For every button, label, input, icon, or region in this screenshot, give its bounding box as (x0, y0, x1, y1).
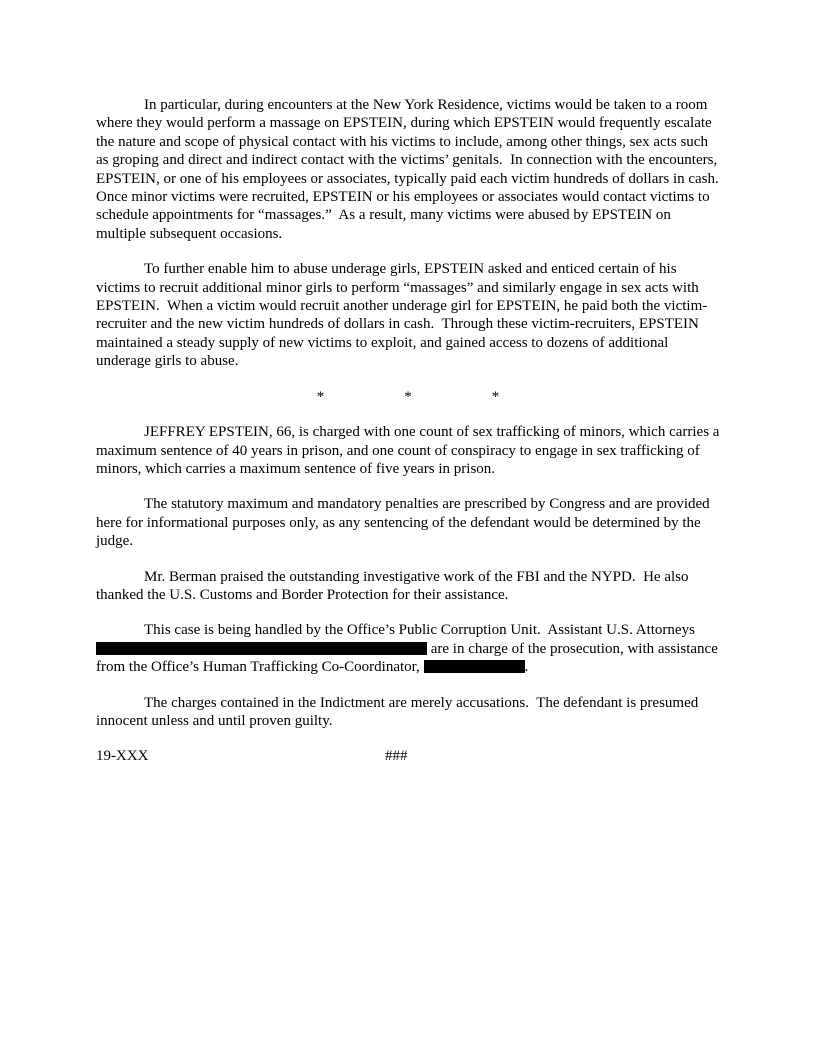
paragraph-new-york-residence: In particular, during encounters at the New York Residence, victims would be taken to a room where they would perform a massage on EPSTEIN, during which EPSTEIN would frequently escalate the nature and scope of physical contact with his victims to include, among other things, sex acts such as groping and direct and indirect contact with the victims’ genitals. In connection with the encounters, EPSTEIN, or one of his employees or associates, typically paid each victim hundreds of dollars in cash. Once minor victims were recruited, EPSTEIN or his employees or associates would contact victims to schedule appointments for “massages.” As a result, many victims were abused by EPSTEIN on multiple subsequent occasions. (96, 97, 727, 242)
press-release-page (96, 96, 727, 766)
paragraph-victim-recruiters: To further enable him to abuse underage girls, EPSTEIN asked and enticed certain of his victims to recruit additional minor girls to perform “massages” and similarly engage in sex acts with EPSTEIN. When a victim would recruit another underage girl for EPSTEIN, he paid both the victim-recruiter and the new victim hundreds of dollars in cash. Through these victim-recruiters, EPSTEIN maintained a steady supply of new victims to exploit, and gained access to dozens of additional underage girls to abuse. (96, 261, 708, 370)
case-handling-text-3: . (524, 659, 529, 676)
redaction-bar-coordinator (424, 660, 525, 673)
asterisk-separator (96, 388, 720, 406)
asterisk-3: * (491, 388, 500, 405)
paragraph-berman-praise: Mr. Berman praised the outstanding investigative work of the FBI and the NYPD. He also thanked the U.S. Customs and Border Protection for their assistance. (96, 568, 693, 603)
case-number: 19-XXX (96, 748, 149, 765)
paragraph-charges: JEFFREY EPSTEIN, 66, is charged with one count of sex trafficking of minors, which carries a maximum sentence of 40 years in prison, and one count of conspiracy to engage in sex trafficking of minors, which carries a maximum sentence of five years in prison. (96, 424, 724, 477)
redaction-bar-attorneys (96, 642, 427, 655)
case-handling-text-1: This case is being handled by the Office’s Public Corruption Unit. Assistant U.S. Attorneys (144, 622, 699, 639)
paragraph-statutory-maximum: The statutory maximum and mandatory penalties are prescribed by Congress and are provided here for informational purposes only, as any sentencing of the defendant would be determined by the judge. (96, 496, 714, 550)
asterisk-2: * (404, 388, 412, 405)
footer (96, 747, 720, 766)
paragraph-presumed-innocent: The charges contained in the Indictment are merely accusations. The defendant is presumed innocent unless and until proven guilty. (96, 694, 702, 729)
asterisk-1: * (316, 388, 325, 405)
paragraph-case-handling (96, 621, 720, 676)
case-handling-text-2: are in charge of the prosecution, with assistance from the Office’s Human Trafficking Co-Coordinator, (96, 640, 722, 676)
end-mark: ### (385, 748, 408, 765)
